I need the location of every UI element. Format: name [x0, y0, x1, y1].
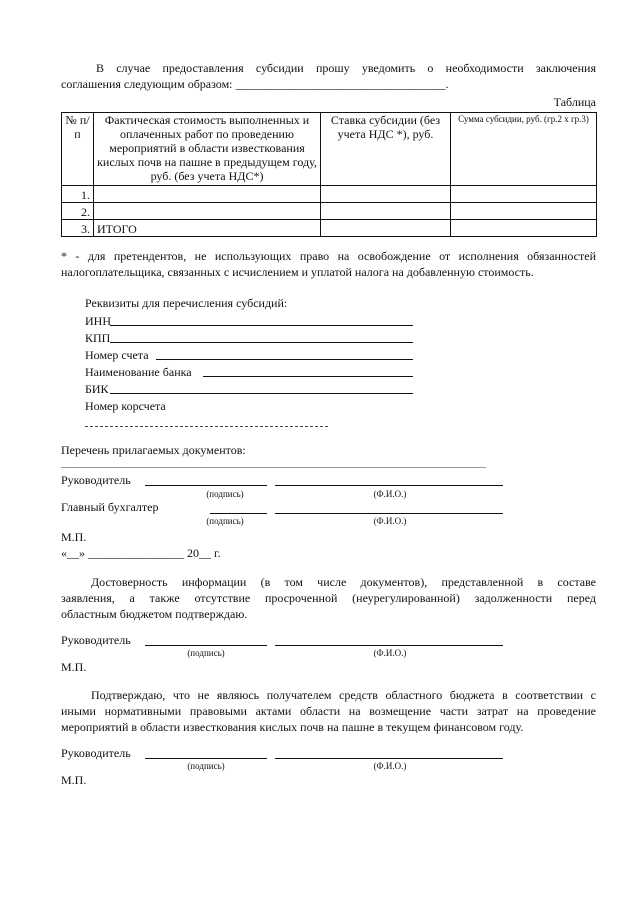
row-num: 3.	[62, 220, 94, 237]
date-field[interactable]: «__» ________________ 20__ г.	[61, 546, 221, 560]
bank-field[interactable]	[203, 376, 413, 377]
head-label-2: Руководитель	[61, 633, 131, 647]
reliability-line-2: заявления, а также отсутствие просроченной (неурегулированной) задолженности перед	[61, 591, 596, 605]
row-sum-cell	[451, 186, 597, 203]
row-sum-cell	[451, 220, 597, 237]
header-actual-cost: Фактическая стоимость выполненных и оплаченных работ по проведению мероприятий в области известкования кислых почв на пашне в предыдущем году, руб. (без учета НДС*)	[94, 113, 321, 186]
header-num: № п/п	[62, 113, 94, 186]
accountant-name-field[interactable]	[275, 513, 503, 514]
account-field[interactable]	[156, 359, 413, 360]
accountant-signature-field[interactable]	[210, 513, 267, 514]
header-sum: Сумма субсидии, руб. (гр.2 х гр.3)	[451, 113, 597, 186]
bik-label: БИК	[85, 382, 109, 396]
row-total-label: ИТОГО	[94, 220, 321, 237]
reliability-line-3: областным бюджетом подтверждаю.	[61, 607, 248, 621]
kpp-field[interactable]	[110, 342, 413, 343]
signature-caption: (подпись)	[206, 516, 244, 526]
account-label: Номер счета	[85, 348, 149, 362]
head-name-field-1[interactable]	[275, 485, 503, 486]
stamp-label-3: М.П.	[61, 773, 87, 787]
signature-caption: (подпись)	[206, 489, 244, 499]
stamp-label-1: М.П.	[61, 530, 87, 544]
row-cost-cell	[94, 203, 321, 220]
stamp-label-2: М.П.	[61, 660, 87, 674]
head-name-field-3[interactable]	[275, 758, 503, 759]
requisites-title: Реквизиты для перечисления субсидий:	[85, 296, 288, 310]
corr-account-field[interactable]	[85, 426, 328, 427]
accountant-label: Главный бухгалтер	[61, 500, 159, 514]
row-rate-cell	[321, 186, 451, 203]
reliability-line-1: Достоверность информации (в том числе документов), представленной в составе	[91, 575, 596, 589]
header-rate: Ставка субсидии (без учета НДС *), руб.	[321, 113, 451, 186]
subsidy-table	[61, 112, 597, 237]
row-rate-cell	[321, 203, 451, 220]
footnote-line-2: налогоплательщика, связанных с исчислением и уплатой налога на добавленную стоимость.	[61, 265, 534, 279]
head-signature-field-1[interactable]	[145, 485, 267, 486]
confirm-line-2: иными нормативными правовыми актами области на возмещение части затрат на проведение	[61, 704, 596, 718]
intro-line-1: В случае предоставления субсидии прошу уведомить о необходимости заключения	[96, 61, 596, 75]
row-num: 2.	[62, 203, 94, 220]
table-header-row	[62, 113, 597, 186]
table-row	[62, 186, 597, 203]
row-sum-cell	[451, 203, 597, 220]
name-caption: (Ф.И.О.)	[373, 761, 407, 771]
inn-label: ИНН	[85, 314, 111, 328]
head-name-field-2[interactable]	[275, 645, 503, 646]
table-label: Таблица	[553, 95, 596, 109]
attached-docs-title: Перечень прилагаемых документов:	[61, 443, 246, 457]
bik-field[interactable]	[110, 393, 413, 394]
row-num: 1.	[62, 186, 94, 203]
row-rate-cell	[321, 220, 451, 237]
signature-caption: (подпись)	[187, 648, 225, 658]
name-caption: (Ф.И.О.)	[373, 648, 407, 658]
name-caption: (Ф.И.О.)	[373, 516, 407, 526]
footnote-line-1: * - для претендентов, не использующих право на освобождение от исполнения обязанностей	[61, 249, 596, 263]
name-caption: (Ф.И.О.)	[373, 489, 407, 499]
head-signature-field-3[interactable]	[145, 758, 267, 759]
kpp-label: КПП	[85, 331, 111, 345]
head-label-1: Руководитель	[61, 473, 131, 487]
table-row	[62, 220, 597, 237]
intro-line-2: соглашения следующим образом: ___________________________________.	[61, 77, 449, 91]
inn-field[interactable]	[110, 325, 413, 326]
attached-docs-field[interactable]	[61, 467, 486, 468]
table-row	[62, 203, 597, 220]
row-cost-cell	[94, 186, 321, 203]
head-label-3: Руководитель	[61, 746, 131, 760]
corr-account-label: Номер корсчета	[85, 399, 166, 413]
signature-caption: (подпись)	[187, 761, 225, 771]
head-signature-field-2[interactable]	[145, 645, 267, 646]
confirm-line-1: Подтверждаю, что не являюсь получателем средств областного бюджета в соответствии с	[91, 688, 596, 702]
confirm-line-3: мероприятий в области известкования кислых почв на пашне в текущем финансовом году.	[61, 720, 524, 734]
bank-label: Наименование банка	[85, 365, 192, 379]
